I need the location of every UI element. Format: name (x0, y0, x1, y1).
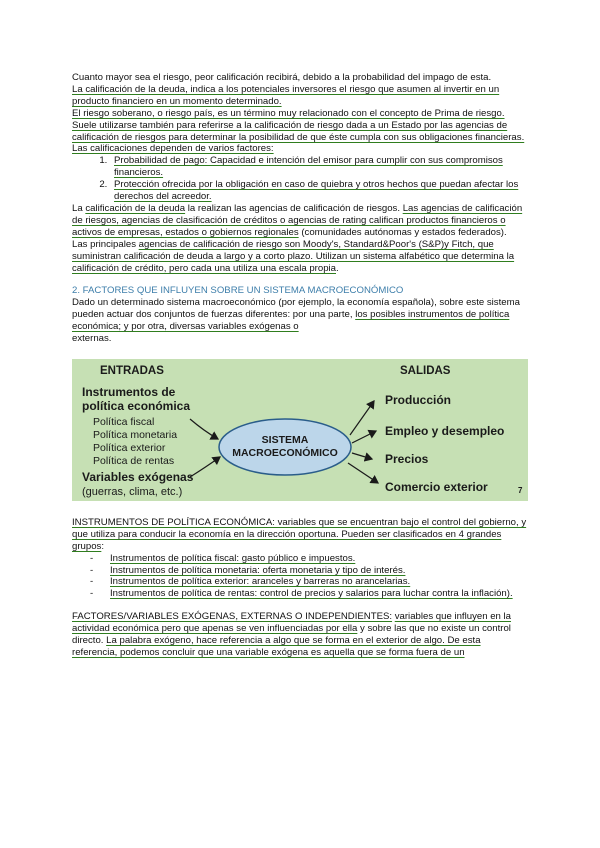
exogenous-subtitle: (guerras, clima, etc.) (82, 485, 183, 498)
factor-item-2: 2. Protección ofrecida por la obligación en caso de quiebra y otros hechos que puedan afectar los derechos del acreedor. (110, 179, 528, 203)
para-agencies: La calificación de la deuda la realizan las agencias de calificación de riesgos. Las agencias de calificación de riesgos, agencias de clasificación de créditos o agencias de rating califican productos financieros o activos de empresas, estados o gobiernos regionales (comunidades autónomas y estados federados). (72, 202, 523, 238)
instrument-item-monetary: - Instrumentos de política monetaria: oferta monetaria y tipo de interés. (90, 564, 406, 576)
document-page (72, 72, 528, 659)
section-heading: 2. FACTORES QUE INFLUYEN SOBRE UN SISTEMA MACROECONÓMICO (72, 285, 404, 297)
para-debt-rating: La calificación de la deuda, indica a los potenciales inversores el riesgo que asumen al invertir en un producto financiero en un momento determinado. (72, 83, 500, 107)
instrument-monetary: Política monetaria (93, 428, 178, 441)
output-trade: Comercio exterior (385, 479, 488, 494)
para-exogenous-variables: FACTORES/VARIABLES EXÓGENAS, EXTERNAS O INDEPENDIENTES: variables que influyen en la actividad económica pero que apenas se ven influenciadas por ella y sobre las que no existe un control directo. La palabra exógeno, hace referencia a algo que se forma en el exterior de algo. De esta referencia, podemos concluir que una variable exógena es aquella que se forma fuera de un (72, 611, 512, 658)
factors-list (72, 155, 528, 203)
spacer (72, 600, 528, 611)
slide-number: 7 (518, 485, 523, 495)
output-employment: Empleo y desempleo (385, 423, 505, 438)
para-risk-rating: Cuanto mayor sea el riesgo, peor calificación recibirá, debido a la probabilidad del impago de esta. (72, 72, 492, 83)
instrument-item-external: - Instrumentos de política exterior: aranceles y barreras no arancelarias. (90, 576, 411, 588)
instrument-item-fiscal: - Instrumentos de política fiscal: gasto público e impuestos. (90, 552, 356, 564)
instrument-income: Política de rentas (93, 454, 175, 467)
instruments-title-2: política económica (82, 398, 191, 413)
instruments-title-1: Instrumentos de (82, 384, 176, 399)
inputs-label: ENTRADAS (100, 364, 164, 377)
exogenous-title: Variables exógenas (82, 469, 194, 484)
diagram-graphic (72, 359, 528, 501)
system-label-1: SISTEMA (261, 433, 309, 446)
instrument-external: Política exterior (93, 441, 166, 454)
instrument-item-income: - Instrumentos de política de rentas: control de precios y salarios para luchar contra la inflación). (90, 588, 513, 600)
instrument-fiscal: Política fiscal (93, 415, 155, 428)
instruments-list (72, 553, 528, 601)
output-prices: Precios (385, 451, 429, 466)
macro-system-diagram (72, 359, 528, 501)
para-factors-intro: Las calificaciones dependen de varios factores: (72, 143, 274, 155)
outputs-label: SALIDAS (400, 364, 451, 377)
system-label-2: MACROECONÓMICO (232, 446, 338, 459)
output-production: Producción (385, 392, 452, 407)
para-system-forces: Dado un determinado sistema macroeconómico (por ejemplo, la economía española), sobre este sistema pueden actuar dos conjuntos de fuerzas diferentes: por una parte, los posibles instrumentos de política económica; y por otra, diversas variables exógenas o externas. (72, 297, 520, 345)
para-sovereign-risk: El riesgo soberano, o riesgo país, es un término muy relacionado con el concepto de Prima de riesgo. Suele utilizarse también para referirse a la calificación de riesgo dada a un Estado por las agencias de calificación de riesgos para determinar la posibilidad de que éste cumpla con sus obligaciones financieras. (72, 107, 525, 143)
para-main-agencies: Las principales agencias de calificación de riesgo son Moody's, Standard&Poor's (S&P)y Fitch, que suministran calificación de deuda a largo y a corto plazo. Utilizan un sistema alfabético que determina la calificación de crédito, pero cada una utiliza una escala propia. (72, 238, 515, 274)
para-policy-instruments: INSTRUMENTOS DE POLÍTICA ECONÓMICA: variables que se encuentran bajo el control del gobierno, y que utiliza para conducir la economía en la dirección oportuna. Pueden ser clasificados en 4 grandes grupos: (72, 516, 527, 552)
factor-item-1: 1. Probabilidad de pago: Capacidad e intención del emisor para cumplir con sus compromisos financieros. (110, 155, 528, 179)
